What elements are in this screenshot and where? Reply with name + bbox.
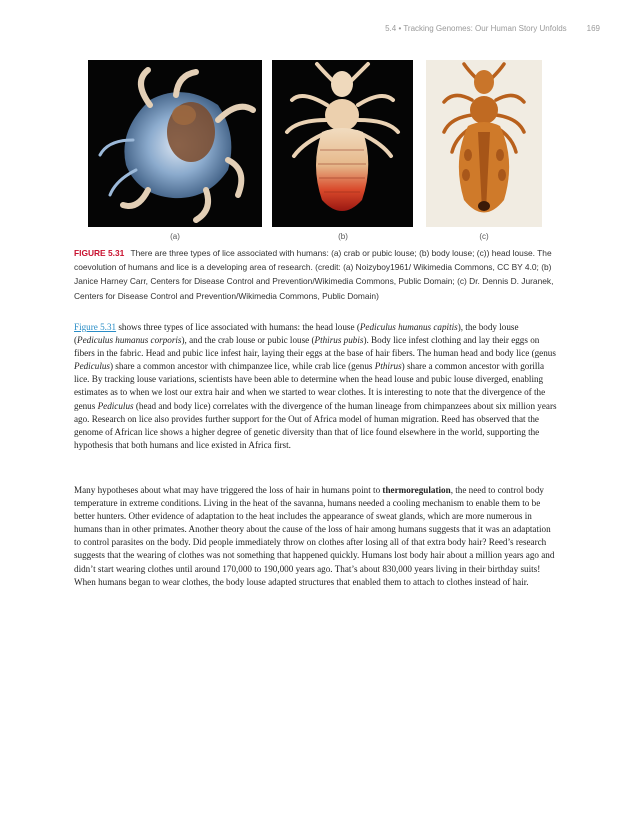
- body-louse-photo: [272, 60, 413, 227]
- crab-louse-image: [88, 60, 262, 227]
- figure-number: FIGURE 5.31: [74, 248, 125, 258]
- text-run: (head and body lice) correlates with the divergence of the human lineage from chimpanzees about six million years ago. Research on lice also provides further support for the Out of Africa model of human migration. Reed has observed that the genome of African lice shows a higher degree of genetic diversity than that of lice found elsewhere in the world, supporting the hypothesis that both humans and lice existed in Africa first.: [74, 400, 557, 450]
- figure-caption: [74, 246, 554, 303]
- photo-label-b: (b): [338, 232, 348, 241]
- page-number: 169: [586, 24, 600, 33]
- text-run: Many hypotheses about what may have triggered the loss of hair in humans point to: [74, 485, 383, 495]
- head-louse-photo: [426, 60, 542, 227]
- caption-text: There are three types of lice associated with humans: (a) crab or pubic louse; (b) body louse; (c)) head louse. The coevolution of humans and lice is a developing area of research. (credit: (a) Noizyboy1961/ Wikimedia Commons, CC BY 4.0; (b) Janice Harney Carr, Centers for Disease Control and Prevention/Wikimedia Commons, Public Domain; (c) Dr. Dennis D. Juranek, Centers for Disease Control and Prevention/Wikimedia Commons, Public Domain): [74, 248, 554, 301]
- text-run: , the need to control body temperature in extreme conditions. Living in the heat of the savanna, humans needed a cooling mechanism to enable them to be better hunters. Other evidence of adaptation to the heat includes the appearance of sweat glands, which are more numerous in humans than in other primates. Another theory about the cause of the loss of hair among humans suggests that it was an adaptation to control parasites on the body. Did people immediately throw on clothes after losing all of that extra body hair? Reed’s research suggests that the wearing of clothes was not something that happened quickly. Humans lost body hair about a million years ago and didn’t start wearing clothes until around 170,000 to 190,000 years ago. That’s about 830,000 years living in their birthday suits! When humans began to wear clothes, the body louse adapted structures that enabled them to attach to clothes instead of hair.: [74, 485, 555, 587]
- section-title: 5.4 • Tracking Genomes: Our Human Story Unfolds: [385, 24, 567, 33]
- key-term: thermoregulation: [382, 485, 451, 495]
- head-louse-image: [426, 60, 542, 227]
- italic-term: Pediculus: [74, 361, 110, 372]
- text-run: ) share a common ancestor with gorilla lice. By tracking louse variations, scientists have been able to determine when the head louse and pubic louse diverged, enabling estimates as to when we lost our extra hair and when we started to wear clothes. It is interesting to note that the divergence of the genus: [74, 361, 546, 411]
- photo-label-a: (a): [170, 232, 180, 241]
- italic-term: Pediculus humanus capitis: [359, 322, 458, 332]
- photo-label-c: (c): [479, 232, 489, 241]
- italic-term: Pediculus humanus corporis: [77, 335, 182, 346]
- text-run: ), and the crab louse or pubic louse (: [181, 335, 315, 346]
- italic-term: Pthirus pubis: [314, 335, 364, 346]
- body-louse-image: [272, 60, 413, 227]
- crab-louse-photo: [88, 60, 262, 227]
- figure-link[interactable]: Figure 5.31: [74, 322, 117, 332]
- text-run: ). Body lice infest clothing and lay their eggs on fibers in the fabric. Head and pubic lice infest hair, laying their eggs at the base of hair fibers. The human head and body lice (genus: [74, 335, 556, 359]
- italic-term: Pthirus: [374, 361, 402, 372]
- text-run: shows three types of lice associated with humans: the head louse (: [116, 322, 360, 332]
- text-run: ) share a common ancestor with chimpanzee lice, while crab lice (genus: [109, 361, 375, 372]
- italic-term: Pediculus: [97, 400, 134, 411]
- paragraph-lice-types: [74, 321, 558, 452]
- text-run: ), the body louse (: [74, 322, 519, 346]
- paragraph-hair-loss: [74, 484, 558, 589]
- running-head: [385, 24, 600, 33]
